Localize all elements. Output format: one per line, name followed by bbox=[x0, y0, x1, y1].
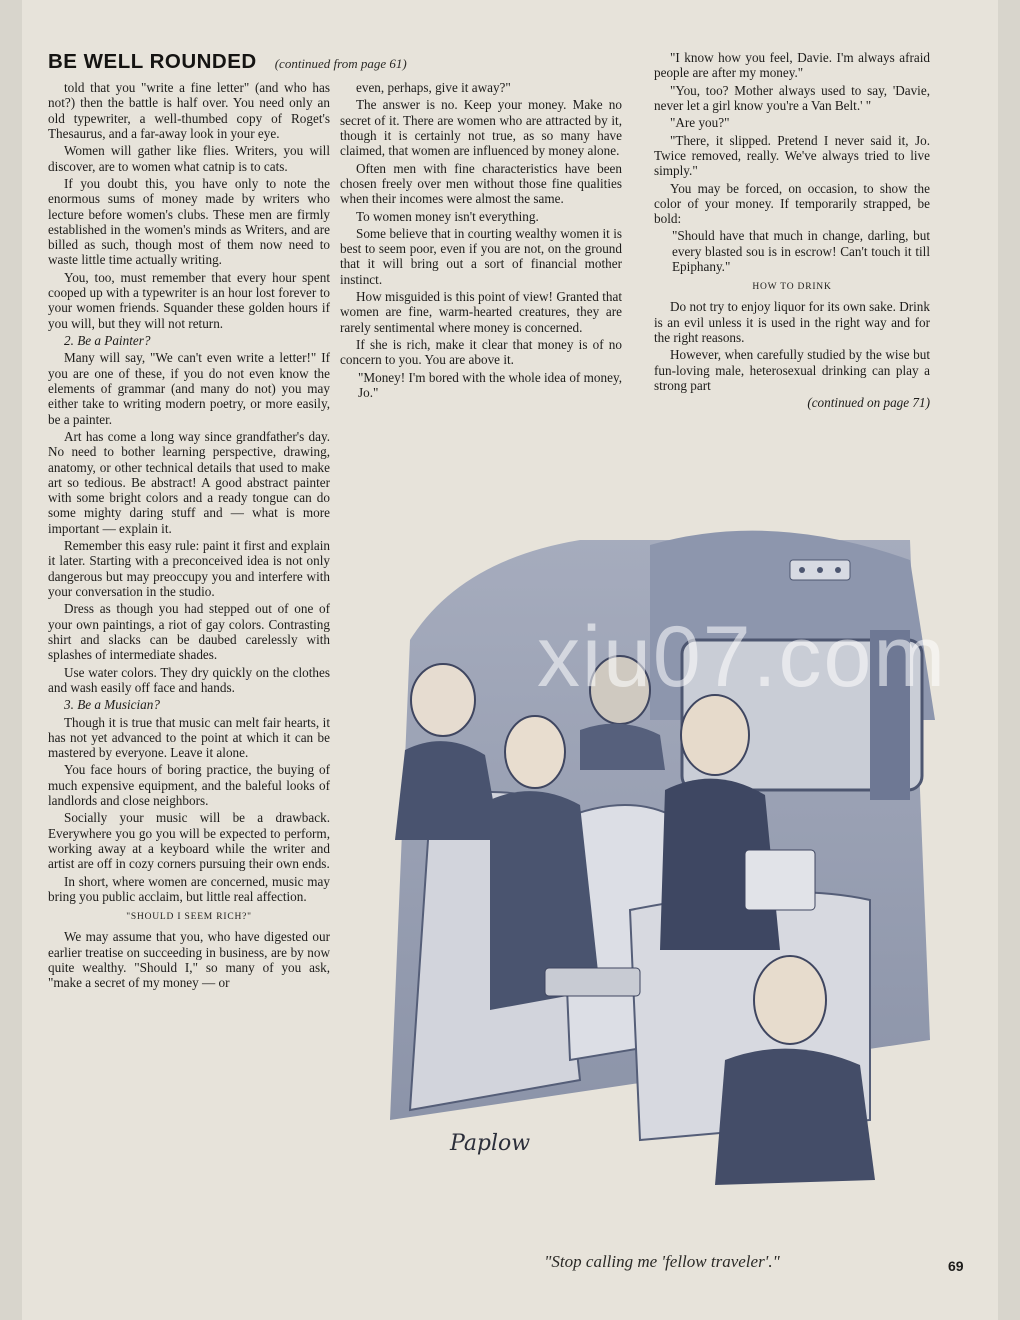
continued-from-note: (continued from page 61) bbox=[274, 56, 407, 71]
watermark: xiu07.com bbox=[537, 609, 947, 705]
body-paragraph: "You, too? Mother always used to say, 'Davie, never let a girl know you're a Van Belt.' " bbox=[654, 82, 930, 113]
text-column-1 bbox=[48, 80, 330, 993]
body-paragraph: You may be forced, on occasion, to show the color of your money. If temporarily strapped, be bold: bbox=[654, 180, 930, 227]
body-paragraph: Women will gather like flies. Writers, you will discover, are to women what catnip is to cats. bbox=[48, 143, 330, 174]
continued-on-note: (continued on page 71) bbox=[807, 395, 930, 411]
body-paragraph: However, when carefully studied by the wise but fun-loving male, heterosexual drinking can play a strong part bbox=[654, 347, 930, 393]
body-paragraph: Many will say, "We can't even write a letter!" If you are one of these, if you do not even know the elements of grammar (and many do not) you may either take to writing modern poetry, or more easily, be a painter. bbox=[48, 350, 330, 427]
body-paragraph: "I know how you feel, Davie. I'm always afraid people are after my money." bbox=[654, 50, 930, 81]
body-paragraph: Often men with fine characteristics have been chosen freely over men without those fine qualities when their incomes were almost the same. bbox=[340, 160, 622, 207]
page-number: 69 bbox=[948, 1258, 964, 1274]
body-paragraph: The answer is no. Keep your money. Make no secret of it. There are women who are attracted by it, though it is certainly not true, as so many have claimed, that women are influenced by money alone. bbox=[340, 97, 622, 159]
body-paragraph: In short, where women are concerned, music may bring you public acclaim, but little real affection. bbox=[48, 873, 330, 904]
body-paragraph: Remember this easy rule: paint it first and explain it later. Starting with a preconceived idea is not only dangerous but may preoccupy you and interfere with your conversation in the studio. bbox=[48, 538, 330, 599]
body-paragraph: If you doubt this, you have only to note the enormous sums of money made by writers who lecture before women's clubs. These men are firmly established in the women's minds as Writers, and are billed as such, though most of them now need to waste little time actually writing. bbox=[48, 175, 330, 268]
body-paragraph: Art has come a long way since grandfather's day. No need to bother learning perspective, drawing, anatomy, or other technical details that used to make art so tedious. Be abstract! A good abstract painter with some bright colors and a ready tongue can do some mighty daring stuff and — what is more important — explain it. bbox=[48, 428, 330, 536]
cartoonist-signature: Paplow bbox=[450, 1131, 531, 1156]
body-paragraph: Socially your music will be a drawback. Everywhere you go you will be expected to perform, working away at a keyboard while the writer and artist are off in cozy corners pursuing their own ends. bbox=[48, 810, 330, 872]
text-column-3 bbox=[654, 50, 930, 411]
article-title: BE WELL ROUNDED bbox=[48, 50, 257, 73]
magazine-page bbox=[22, 0, 998, 1320]
quoted-dialogue: "Money! I'm bored with the whole idea of money, Jo." bbox=[358, 369, 622, 400]
body-paragraph: told that you "write a fine letter" (and who has not?) then the battle is half over. You need only an old typewriter, a well-thumbed copy of Roget's Thesaurus, and a far-away look in your eye. bbox=[48, 80, 330, 141]
body-paragraph: "There, it slipped. Pretend I never said it, Jo. Twice removed, really. We've always tried to live simply." bbox=[654, 132, 930, 179]
body-paragraph: You, too, must remember that every hour spent cooped up with a typewriter is an hour lost forever to your women friends. Squander these golden hours if you will, but they will not return. bbox=[48, 269, 330, 331]
body-paragraph: Do not try to enjoy liquor for its own sake. Drink is an evil unless it is used in the right way and for the right reasons. bbox=[654, 299, 930, 346]
body-paragraph: We may assume that you, who have digested our earlier treatise on succeeding in business, are by now quite wealthy. "Should I," so many of you ask, "make a secret of my money — or bbox=[48, 929, 330, 991]
body-paragraph: How misguided is this point of view! Granted that women are fine, warm-hearted creatures, they are rarely sentimental where money is concerned. bbox=[340, 289, 622, 335]
cartoon-caption: "Stop calling me 'fellow traveler'." bbox=[544, 1252, 780, 1271]
text-column-2 bbox=[340, 80, 622, 402]
section-heading: HOW TO DRINK bbox=[752, 282, 832, 293]
body-paragraph: Some believe that in courting wealthy women it is best to seem poor, even if you are not, on the ground that it will bring out a sort of financial mother instinct. bbox=[340, 225, 622, 287]
body-paragraph: Use water colors. They dry quickly on the clothes and wash easily off face and hands. bbox=[48, 664, 330, 695]
body-paragraph: If she is rich, make it clear that money is of no concern to you. You are above it. bbox=[340, 337, 622, 368]
section-heading: "SHOULD I SEEM RICH?" bbox=[126, 912, 252, 923]
article-headline bbox=[48, 50, 407, 74]
body-paragraph: You face hours of boring practice, the buying of much expensive equipment, and the baleful looks of landlords and close neighbors. bbox=[48, 762, 330, 809]
subsection-title: 3. Be a Musician? bbox=[64, 697, 160, 713]
body-paragraph: even, perhaps, give it away?" bbox=[356, 80, 511, 95]
subsection-title: 2. Be a Painter? bbox=[64, 333, 151, 348]
body-paragraph: Though it is true that music can melt fair hearts, it has not yet advanced to the point at which it can be mastered by everyone. Leave it alone. bbox=[48, 714, 330, 761]
cartoon-illustration bbox=[350, 520, 950, 1220]
body-paragraph: "Are you?" bbox=[670, 115, 730, 131]
body-paragraph: Dress as though you had stepped out of one of your own paintings, a riot of gay colors. Contrasting shirt and slacks can be daubed carelessly with splashes of intermediate shades. bbox=[48, 601, 330, 663]
quoted-dialogue: "Should have that much in change, darling, but every blasted sou is in escrow! Can't touch it till Epiphany." bbox=[672, 228, 930, 275]
body-paragraph: To women money isn't everything. bbox=[356, 208, 539, 224]
